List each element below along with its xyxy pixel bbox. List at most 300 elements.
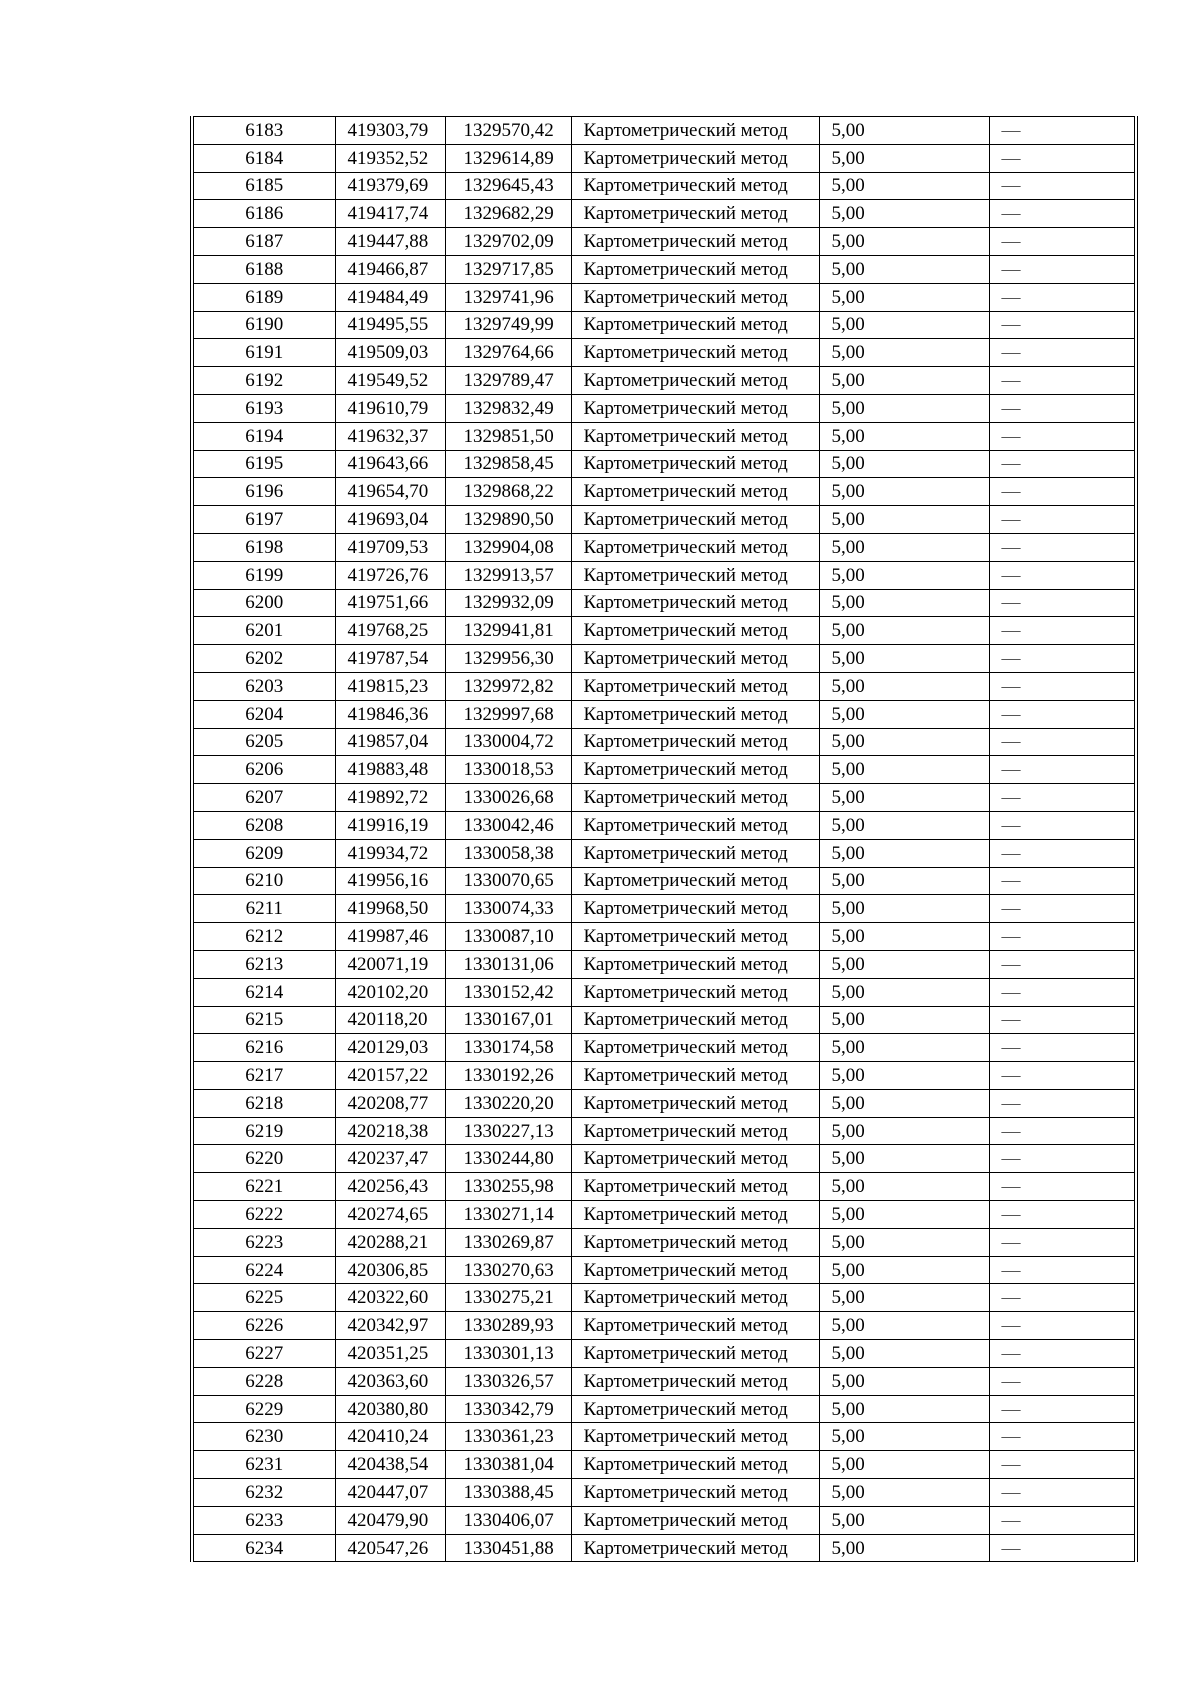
- y-coordinate-cell: 1330042,46: [445, 811, 571, 839]
- method-cell: Картометрический метод: [571, 700, 819, 728]
- description-cell: —: [989, 144, 1136, 172]
- y-coordinate-cell: 1329717,85: [445, 255, 571, 283]
- point-number-cell: 6218: [192, 1089, 335, 1117]
- point-number-cell: 6194: [192, 422, 335, 450]
- description-cell: —: [989, 756, 1136, 784]
- x-coordinate-cell: 420274,65: [335, 1201, 445, 1229]
- accuracy-cell: 5,00: [819, 1006, 989, 1034]
- description-cell: —: [989, 700, 1136, 728]
- table-row: [192, 367, 1136, 395]
- point-number-cell: 6217: [192, 1062, 335, 1090]
- table-row: [192, 533, 1136, 561]
- point-number-cell: 6216: [192, 1034, 335, 1062]
- table-row: [192, 117, 1136, 145]
- x-coordinate-cell: 419466,87: [335, 255, 445, 283]
- accuracy-cell: 5,00: [819, 811, 989, 839]
- method-cell: Картометрический метод: [571, 450, 819, 478]
- table-row: [192, 144, 1136, 172]
- table-row: [192, 1117, 1136, 1145]
- x-coordinate-cell: 420102,20: [335, 978, 445, 1006]
- description-cell: —: [989, 1395, 1136, 1423]
- method-cell: Картометрический метод: [571, 1117, 819, 1145]
- accuracy-cell: 5,00: [819, 1173, 989, 1201]
- point-number-cell: 6222: [192, 1201, 335, 1229]
- table-row: [192, 1173, 1136, 1201]
- description-cell: —: [989, 1062, 1136, 1090]
- description-cell: —: [989, 1006, 1136, 1034]
- point-number-cell: 6230: [192, 1423, 335, 1451]
- x-coordinate-cell: 420208,77: [335, 1089, 445, 1117]
- table-row: [192, 311, 1136, 339]
- method-cell: Картометрический метод: [571, 1006, 819, 1034]
- point-number-cell: 6219: [192, 1117, 335, 1145]
- accuracy-cell: 5,00: [819, 1062, 989, 1090]
- method-cell: Картометрический метод: [571, 533, 819, 561]
- y-coordinate-cell: 1329904,08: [445, 533, 571, 561]
- point-number-cell: 6210: [192, 867, 335, 895]
- method-cell: Картометрический метод: [571, 1506, 819, 1534]
- x-coordinate-cell: 420363,60: [335, 1367, 445, 1395]
- y-coordinate-cell: 1330255,98: [445, 1173, 571, 1201]
- description-cell: —: [989, 561, 1136, 589]
- table-row: [192, 700, 1136, 728]
- x-coordinate-cell: 419484,49: [335, 283, 445, 311]
- accuracy-cell: 5,00: [819, 756, 989, 784]
- x-coordinate-cell: 420342,97: [335, 1312, 445, 1340]
- table-row: [192, 1479, 1136, 1507]
- y-coordinate-cell: 1330289,93: [445, 1312, 571, 1340]
- table-row: [192, 1089, 1136, 1117]
- accuracy-cell: 5,00: [819, 1534, 989, 1562]
- method-cell: Картометрический метод: [571, 1256, 819, 1284]
- x-coordinate-cell: 420438,54: [335, 1451, 445, 1479]
- point-number-cell: 6202: [192, 645, 335, 673]
- x-coordinate-cell: 419643,66: [335, 450, 445, 478]
- description-cell: —: [989, 1367, 1136, 1395]
- table-row: [192, 1006, 1136, 1034]
- accuracy-cell: 5,00: [819, 1423, 989, 1451]
- x-coordinate-cell: 420237,47: [335, 1145, 445, 1173]
- description-cell: —: [989, 1534, 1136, 1562]
- method-cell: Картометрический метод: [571, 1451, 819, 1479]
- description-cell: —: [989, 617, 1136, 645]
- table-row: [192, 839, 1136, 867]
- x-coordinate-cell: 420157,22: [335, 1062, 445, 1090]
- method-cell: Картометрический метод: [571, 756, 819, 784]
- x-coordinate-cell: 420351,25: [335, 1340, 445, 1368]
- y-coordinate-cell: 1329851,50: [445, 422, 571, 450]
- point-number-cell: 6223: [192, 1228, 335, 1256]
- point-number-cell: 6205: [192, 728, 335, 756]
- point-number-cell: 6198: [192, 533, 335, 561]
- accuracy-cell: 5,00: [819, 422, 989, 450]
- y-coordinate-cell: 1330244,80: [445, 1145, 571, 1173]
- accuracy-cell: 5,00: [819, 450, 989, 478]
- method-cell: Картометрический метод: [571, 117, 819, 145]
- y-coordinate-cell: 1329997,68: [445, 700, 571, 728]
- table-row: [192, 756, 1136, 784]
- accuracy-cell: 5,00: [819, 867, 989, 895]
- point-number-cell: 6183: [192, 117, 335, 145]
- x-coordinate-cell: 420547,26: [335, 1534, 445, 1562]
- method-cell: Картометрический метод: [571, 144, 819, 172]
- description-cell: —: [989, 1423, 1136, 1451]
- table-row: [192, 255, 1136, 283]
- x-coordinate-cell: 419693,04: [335, 506, 445, 534]
- table-row: [192, 1201, 1136, 1229]
- x-coordinate-cell: 420118,20: [335, 1006, 445, 1034]
- method-cell: Картометрический метод: [571, 1145, 819, 1173]
- table-row: [192, 228, 1136, 256]
- x-coordinate-cell: 419632,37: [335, 422, 445, 450]
- y-coordinate-cell: 1330269,87: [445, 1228, 571, 1256]
- x-coordinate-cell: 419892,72: [335, 784, 445, 812]
- point-number-cell: 6233: [192, 1506, 335, 1534]
- y-coordinate-cell: 1330018,53: [445, 756, 571, 784]
- accuracy-cell: 5,00: [819, 700, 989, 728]
- description-cell: —: [989, 1117, 1136, 1145]
- point-number-cell: 6226: [192, 1312, 335, 1340]
- x-coordinate-cell: 419968,50: [335, 895, 445, 923]
- y-coordinate-cell: 1329972,82: [445, 672, 571, 700]
- table-row: [192, 478, 1136, 506]
- point-number-cell: 6195: [192, 450, 335, 478]
- accuracy-cell: 5,00: [819, 172, 989, 200]
- accuracy-cell: 5,00: [819, 1395, 989, 1423]
- y-coordinate-cell: 1329956,30: [445, 645, 571, 673]
- table-row: [192, 339, 1136, 367]
- y-coordinate-cell: 1330026,68: [445, 784, 571, 812]
- method-cell: Картометрический метод: [571, 645, 819, 673]
- accuracy-cell: 5,00: [819, 1201, 989, 1229]
- point-number-cell: 6197: [192, 506, 335, 534]
- point-number-cell: 6231: [192, 1451, 335, 1479]
- y-coordinate-cell: 1329645,43: [445, 172, 571, 200]
- accuracy-cell: 5,00: [819, 311, 989, 339]
- y-coordinate-cell: 1330131,06: [445, 950, 571, 978]
- method-cell: Картометрический метод: [571, 978, 819, 1006]
- x-coordinate-cell: 419768,25: [335, 617, 445, 645]
- point-number-cell: 6199: [192, 561, 335, 589]
- description-cell: —: [989, 867, 1136, 895]
- method-cell: Картометрический метод: [571, 172, 819, 200]
- point-number-cell: 6192: [192, 367, 335, 395]
- method-cell: Картометрический метод: [571, 1284, 819, 1312]
- y-coordinate-cell: 1330174,58: [445, 1034, 571, 1062]
- description-cell: —: [989, 1228, 1136, 1256]
- description-cell: —: [989, 1506, 1136, 1534]
- description-cell: —: [989, 117, 1136, 145]
- point-number-cell: 6212: [192, 923, 335, 951]
- accuracy-cell: 5,00: [819, 617, 989, 645]
- point-number-cell: 6225: [192, 1284, 335, 1312]
- accuracy-cell: 5,00: [819, 672, 989, 700]
- table-row: [192, 172, 1136, 200]
- method-cell: Картометрический метод: [571, 1062, 819, 1090]
- x-coordinate-cell: 419787,54: [335, 645, 445, 673]
- accuracy-cell: 5,00: [819, 533, 989, 561]
- accuracy-cell: 5,00: [819, 1145, 989, 1173]
- y-coordinate-cell: 1330058,38: [445, 839, 571, 867]
- method-cell: Картометрический метод: [571, 1340, 819, 1368]
- x-coordinate-cell: 419379,69: [335, 172, 445, 200]
- method-cell: Картометрический метод: [571, 1395, 819, 1423]
- x-coordinate-cell: 419916,19: [335, 811, 445, 839]
- method-cell: Картометрический метод: [571, 1089, 819, 1117]
- point-number-cell: 6229: [192, 1395, 335, 1423]
- x-coordinate-cell: 419857,04: [335, 728, 445, 756]
- method-cell: Картометрический метод: [571, 867, 819, 895]
- table-row: [192, 1145, 1136, 1173]
- accuracy-cell: 5,00: [819, 784, 989, 812]
- description-cell: —: [989, 1201, 1136, 1229]
- x-coordinate-cell: 419509,03: [335, 339, 445, 367]
- accuracy-cell: 5,00: [819, 728, 989, 756]
- x-coordinate-cell: 419447,88: [335, 228, 445, 256]
- description-cell: —: [989, 1173, 1136, 1201]
- method-cell: Картометрический метод: [571, 506, 819, 534]
- table-row: [192, 811, 1136, 839]
- y-coordinate-cell: 1330271,14: [445, 1201, 571, 1229]
- y-coordinate-cell: 1330167,01: [445, 1006, 571, 1034]
- y-coordinate-cell: 1330388,45: [445, 1479, 571, 1507]
- method-cell: Картометрический метод: [571, 1479, 819, 1507]
- y-coordinate-cell: 1330192,26: [445, 1062, 571, 1090]
- description-cell: —: [989, 1479, 1136, 1507]
- y-coordinate-cell: 1329789,47: [445, 367, 571, 395]
- accuracy-cell: 5,00: [819, 283, 989, 311]
- method-cell: Картометрический метод: [571, 1034, 819, 1062]
- accuracy-cell: 5,00: [819, 1451, 989, 1479]
- point-number-cell: 6204: [192, 700, 335, 728]
- accuracy-cell: 5,00: [819, 645, 989, 673]
- description-cell: —: [989, 172, 1136, 200]
- accuracy-cell: 5,00: [819, 895, 989, 923]
- point-number-cell: 6234: [192, 1534, 335, 1562]
- x-coordinate-cell: 419303,79: [335, 117, 445, 145]
- accuracy-cell: 5,00: [819, 255, 989, 283]
- y-coordinate-cell: 1330326,57: [445, 1367, 571, 1395]
- coordinates-table: [190, 116, 1138, 1562]
- table-row: [192, 1284, 1136, 1312]
- description-cell: —: [989, 811, 1136, 839]
- point-number-cell: 6200: [192, 589, 335, 617]
- method-cell: Картометрический метод: [571, 478, 819, 506]
- description-cell: —: [989, 784, 1136, 812]
- x-coordinate-cell: 419751,66: [335, 589, 445, 617]
- accuracy-cell: 5,00: [819, 339, 989, 367]
- accuracy-cell: 5,00: [819, 117, 989, 145]
- x-coordinate-cell: 420129,03: [335, 1034, 445, 1062]
- accuracy-cell: 5,00: [819, 367, 989, 395]
- description-cell: —: [989, 589, 1136, 617]
- y-coordinate-cell: 1330004,72: [445, 728, 571, 756]
- point-number-cell: 6184: [192, 144, 335, 172]
- method-cell: Картометрический метод: [571, 923, 819, 951]
- method-cell: Картометрический метод: [571, 728, 819, 756]
- description-cell: —: [989, 311, 1136, 339]
- description-cell: —: [989, 478, 1136, 506]
- x-coordinate-cell: 420380,80: [335, 1395, 445, 1423]
- table-row: [192, 950, 1136, 978]
- description-cell: —: [989, 1284, 1136, 1312]
- y-coordinate-cell: 1329913,57: [445, 561, 571, 589]
- method-cell: Картометрический метод: [571, 672, 819, 700]
- y-coordinate-cell: 1329749,99: [445, 311, 571, 339]
- point-number-cell: 6185: [192, 172, 335, 200]
- table-row: [192, 672, 1136, 700]
- description-cell: —: [989, 255, 1136, 283]
- y-coordinate-cell: 1330220,20: [445, 1089, 571, 1117]
- table-row: [192, 1451, 1136, 1479]
- table-row: [192, 867, 1136, 895]
- accuracy-cell: 5,00: [819, 1034, 989, 1062]
- accuracy-cell: 5,00: [819, 228, 989, 256]
- point-number-cell: 6186: [192, 200, 335, 228]
- description-cell: —: [989, 1340, 1136, 1368]
- point-number-cell: 6187: [192, 228, 335, 256]
- description-cell: —: [989, 923, 1136, 951]
- method-cell: Картометрический метод: [571, 1312, 819, 1340]
- table-row: [192, 506, 1136, 534]
- accuracy-cell: 5,00: [819, 950, 989, 978]
- method-cell: Картометрический метод: [571, 839, 819, 867]
- method-cell: Картометрический метод: [571, 422, 819, 450]
- description-cell: —: [989, 1312, 1136, 1340]
- method-cell: Картометрический метод: [571, 1367, 819, 1395]
- y-coordinate-cell: 1329890,50: [445, 506, 571, 534]
- x-coordinate-cell: 420447,07: [335, 1479, 445, 1507]
- accuracy-cell: 5,00: [819, 561, 989, 589]
- point-number-cell: 6209: [192, 839, 335, 867]
- method-cell: Картометрический метод: [571, 1423, 819, 1451]
- description-cell: —: [989, 1145, 1136, 1173]
- accuracy-cell: 5,00: [819, 978, 989, 1006]
- x-coordinate-cell: 420322,60: [335, 1284, 445, 1312]
- method-cell: Картометрический метод: [571, 784, 819, 812]
- table-row: [192, 1423, 1136, 1451]
- description-cell: —: [989, 1034, 1136, 1062]
- method-cell: Картометрический метод: [571, 811, 819, 839]
- description-cell: —: [989, 283, 1136, 311]
- accuracy-cell: 5,00: [819, 1256, 989, 1284]
- accuracy-cell: 5,00: [819, 1506, 989, 1534]
- description-cell: —: [989, 339, 1136, 367]
- table-row: [192, 589, 1136, 617]
- table-row: [192, 784, 1136, 812]
- point-number-cell: 6201: [192, 617, 335, 645]
- table-row: [192, 1340, 1136, 1368]
- table-row: [192, 1534, 1136, 1562]
- x-coordinate-cell: 419352,52: [335, 144, 445, 172]
- method-cell: Картометрический метод: [571, 339, 819, 367]
- table-row: [192, 283, 1136, 311]
- y-coordinate-cell: 1330227,13: [445, 1117, 571, 1145]
- description-cell: —: [989, 394, 1136, 422]
- x-coordinate-cell: 419726,76: [335, 561, 445, 589]
- y-coordinate-cell: 1329570,42: [445, 117, 571, 145]
- x-coordinate-cell: 420071,19: [335, 950, 445, 978]
- x-coordinate-cell: 420288,21: [335, 1228, 445, 1256]
- y-coordinate-cell: 1329741,96: [445, 283, 571, 311]
- description-cell: —: [989, 672, 1136, 700]
- table-row: [192, 895, 1136, 923]
- y-coordinate-cell: 1330406,07: [445, 1506, 571, 1534]
- table-row: [192, 394, 1136, 422]
- y-coordinate-cell: 1330275,21: [445, 1284, 571, 1312]
- y-coordinate-cell: 1329682,29: [445, 200, 571, 228]
- point-number-cell: 6203: [192, 672, 335, 700]
- x-coordinate-cell: 420256,43: [335, 1173, 445, 1201]
- x-coordinate-cell: 419987,46: [335, 923, 445, 951]
- accuracy-cell: 5,00: [819, 200, 989, 228]
- description-cell: —: [989, 1451, 1136, 1479]
- accuracy-cell: 5,00: [819, 923, 989, 951]
- description-cell: —: [989, 950, 1136, 978]
- description-cell: —: [989, 978, 1136, 1006]
- point-number-cell: 6196: [192, 478, 335, 506]
- y-coordinate-cell: 1329868,22: [445, 478, 571, 506]
- description-cell: —: [989, 1256, 1136, 1284]
- point-number-cell: 6189: [192, 283, 335, 311]
- table-row: [192, 923, 1136, 951]
- accuracy-cell: 5,00: [819, 1089, 989, 1117]
- y-coordinate-cell: 1330074,33: [445, 895, 571, 923]
- table-row: [192, 1256, 1136, 1284]
- method-cell: Картометрический метод: [571, 561, 819, 589]
- description-cell: —: [989, 228, 1136, 256]
- table-row: [192, 1034, 1136, 1062]
- point-number-cell: 6208: [192, 811, 335, 839]
- x-coordinate-cell: 419846,36: [335, 700, 445, 728]
- table-row: [192, 1228, 1136, 1256]
- y-coordinate-cell: 1330152,42: [445, 978, 571, 1006]
- accuracy-cell: 5,00: [819, 394, 989, 422]
- table-row: [192, 728, 1136, 756]
- x-coordinate-cell: 419549,52: [335, 367, 445, 395]
- method-cell: Картометрический метод: [571, 1534, 819, 1562]
- y-coordinate-cell: 1329702,09: [445, 228, 571, 256]
- x-coordinate-cell: 419709,53: [335, 533, 445, 561]
- y-coordinate-cell: 1330361,23: [445, 1423, 571, 1451]
- table-row: [192, 1367, 1136, 1395]
- method-cell: Картометрический метод: [571, 1228, 819, 1256]
- description-cell: —: [989, 506, 1136, 534]
- accuracy-cell: 5,00: [819, 478, 989, 506]
- description-cell: —: [989, 422, 1136, 450]
- y-coordinate-cell: 1330301,13: [445, 1340, 571, 1368]
- x-coordinate-cell: 419956,16: [335, 867, 445, 895]
- description-cell: —: [989, 450, 1136, 478]
- y-coordinate-cell: 1330270,63: [445, 1256, 571, 1284]
- y-coordinate-cell: 1329832,49: [445, 394, 571, 422]
- point-number-cell: 6211: [192, 895, 335, 923]
- point-number-cell: 6232: [192, 1479, 335, 1507]
- method-cell: Картометрический метод: [571, 950, 819, 978]
- accuracy-cell: 5,00: [819, 589, 989, 617]
- x-coordinate-cell: 420479,90: [335, 1506, 445, 1534]
- y-coordinate-cell: 1330342,79: [445, 1395, 571, 1423]
- point-number-cell: 6224: [192, 1256, 335, 1284]
- method-cell: Картометрический метод: [571, 228, 819, 256]
- y-coordinate-cell: 1330381,04: [445, 1451, 571, 1479]
- accuracy-cell: 5,00: [819, 1312, 989, 1340]
- point-number-cell: 6220: [192, 1145, 335, 1173]
- method-cell: Картометрический метод: [571, 895, 819, 923]
- y-coordinate-cell: 1329614,89: [445, 144, 571, 172]
- x-coordinate-cell: 420306,85: [335, 1256, 445, 1284]
- table-row: [192, 1062, 1136, 1090]
